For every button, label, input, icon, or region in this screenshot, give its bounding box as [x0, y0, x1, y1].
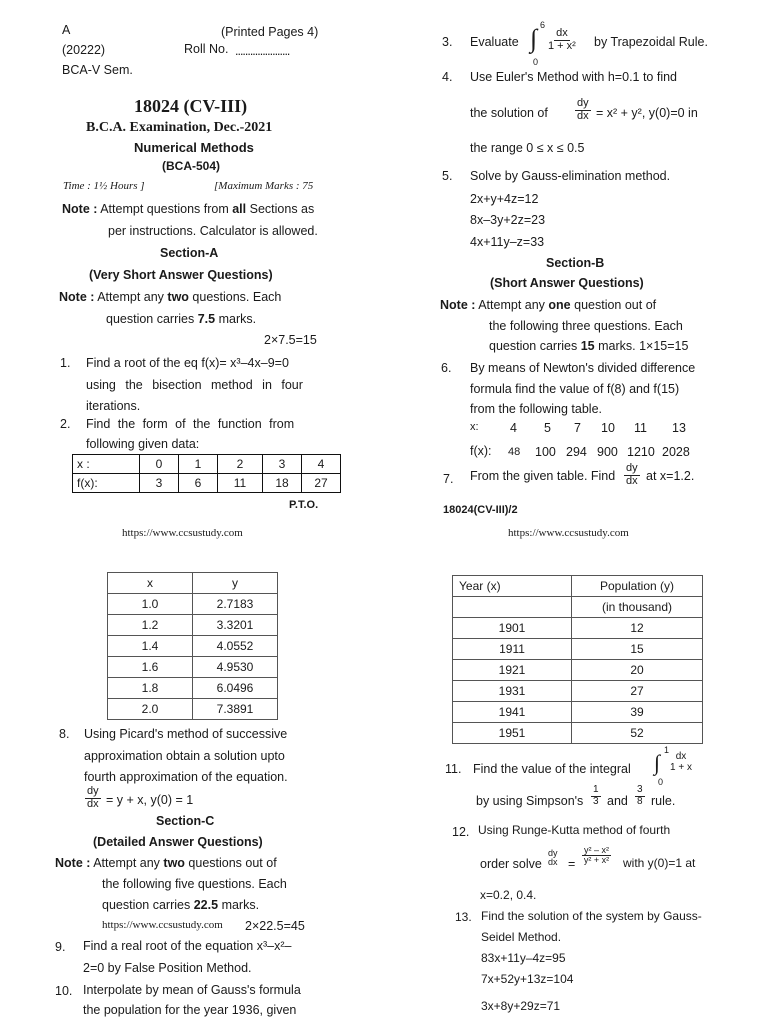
section-b-note: Note : Attempt any one question out of	[440, 298, 657, 312]
roll-no-dots: ......................	[235, 44, 290, 58]
section-c-marks: 2×22.5=45	[245, 919, 305, 933]
semester: BCA-V Sem.	[62, 63, 133, 77]
section-a-subtitle: (Very Short Answer Questions)	[89, 268, 273, 282]
table-row: x y	[108, 573, 278, 594]
exam-title: B.C.A. Examination, Dec.-2021	[86, 120, 273, 135]
section-c-title: Section-C	[156, 814, 215, 828]
table-row: 1.4 4.0552	[108, 636, 278, 657]
fraction: $\frac{dy}{dx}$	[87, 785, 99, 810]
roll-no-label: Roll No.	[184, 42, 229, 56]
section-a-title: Section-A	[160, 246, 219, 260]
fraction: $\frac{\text{y² – x²}}{\text{y² + x²}}$	[583, 845, 610, 866]
fraction: $\frac{3}{8}$	[637, 784, 643, 807]
table-row: 1.2 3.3201	[108, 615, 278, 636]
section-c-subtitle: (Detailed Answer Questions)	[93, 835, 263, 849]
subject-code: (BCA-504)	[162, 159, 221, 173]
general-note: Note : Attempt questions from all Sections as	[62, 202, 315, 216]
fraction: $\frac{dy}{dx}$	[626, 462, 638, 487]
website-link[interactable]: https://www.ccsustudy.com	[102, 919, 223, 931]
pto-label: P.T.O.	[289, 499, 319, 511]
section-c-note-line2: the following five questions. Each	[102, 877, 287, 891]
general-note-line2: per instructions. Calculator is allowed.	[108, 224, 318, 238]
table-row: 1951 52	[453, 723, 703, 744]
page-separator	[0, 548, 768, 574]
table-row: (in thousand)	[453, 597, 703, 618]
section-b-note-line3: question carries 15 marks. 1×15=15	[489, 339, 689, 353]
course-code: 18024 (CV-III)	[134, 96, 248, 116]
integral-sign: ∫	[530, 24, 538, 53]
section-c-note: Note : Attempt any two questions out of	[55, 856, 277, 870]
time-limit: Time : 1½ Hours ]	[63, 180, 145, 192]
fraction: $\frac{1}{3}$	[593, 784, 599, 807]
section-b-note-line2: the following three questions. Each	[489, 319, 683, 333]
table-row: 1911 15	[453, 639, 703, 660]
data-table-q10	[452, 575, 703, 744]
table-row: Year (x) Population (y)	[453, 576, 703, 597]
section-a-note-line2: question carries 7.5 marks.	[106, 312, 257, 326]
data-table-q2	[72, 454, 341, 493]
section-b-subtitle: (Short Answer Questions)	[490, 276, 644, 290]
data-table-q7	[107, 572, 278, 720]
fraction: dx 1 + x	[670, 751, 692, 773]
section-a-note: Note : Attempt any two questions. Each	[59, 290, 282, 304]
website-link[interactable]: https://www.ccsustudy.com	[508, 527, 629, 539]
fraction: dy dx	[548, 848, 558, 868]
table-row: 1921 20	[453, 660, 703, 681]
table-row: 1941 39	[453, 702, 703, 723]
paper-code: (20222)	[62, 43, 106, 57]
table-row: 1901 12	[453, 618, 703, 639]
section-b-title: Section-B	[546, 256, 605, 270]
fraction: $\frac{dy}{dx}$	[577, 97, 589, 122]
table-row: f(x): 3 6 11 18 27	[73, 474, 341, 493]
table-row: 1931 27	[453, 681, 703, 702]
integral-sign: ∫	[654, 750, 661, 775]
subject-title: Numerical Methods	[134, 140, 254, 155]
table-row: 1.0 2.7183	[108, 594, 278, 615]
website-link[interactable]: https://www.ccsustudy.com	[122, 527, 243, 539]
section-c-note-line3: question carries 22.5 marks.	[102, 898, 260, 912]
max-marks: [Maximum Marks : 75	[214, 180, 314, 192]
section-a-marks: 2×7.5=15	[264, 333, 317, 347]
fraction: $\frac{dx}{\text{1 + x²}}$	[548, 27, 576, 52]
table-row: 1.8 6.0496	[108, 678, 278, 699]
table-row: 1.6 4.9530	[108, 657, 278, 678]
footer-course-code: 18024(CV-III)/2	[443, 504, 518, 516]
printed-pages: (Printed Pages 4)	[221, 25, 319, 39]
table-row: 2.0 7.3891	[108, 699, 278, 720]
table-row: x : 0 1 2 3 4	[73, 455, 341, 474]
exam-code-a: A	[62, 23, 71, 37]
